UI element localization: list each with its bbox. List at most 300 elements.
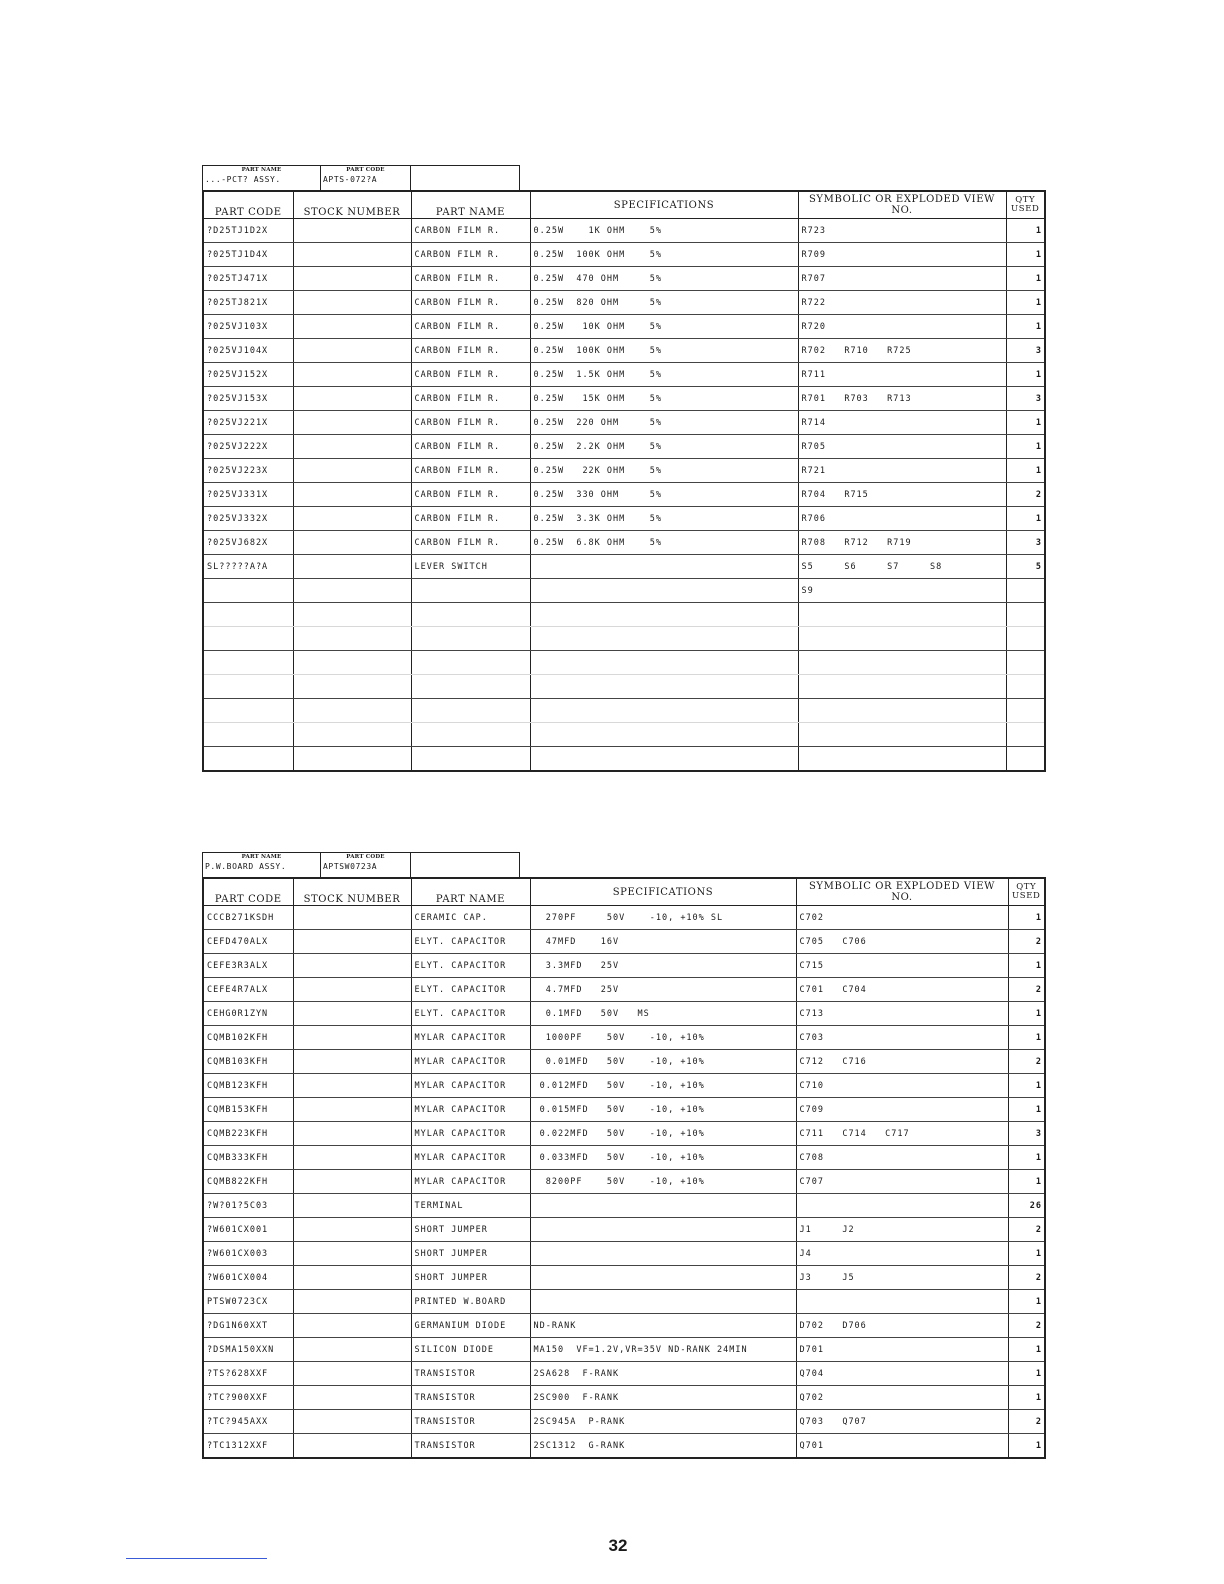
table-row <box>203 651 1045 675</box>
symbol-cell: R723 <box>798 219 1006 243</box>
qty-cell: 2 <box>1008 1050 1045 1074</box>
part-code-cell: ?025VJ222X <box>203 435 293 459</box>
part-name-cell: CARBON FILM R. <box>411 387 530 411</box>
part-code-cell: ?025VJ682X <box>203 531 293 555</box>
header-caption-part-name: PART NAME <box>241 854 282 860</box>
table-row <box>203 1242 1045 1266</box>
parts-body-1 <box>203 219 1045 772</box>
symbol-cell: R709 <box>798 243 1006 267</box>
qty-cell: 1 <box>1006 411 1045 435</box>
stock-number-cell <box>293 1386 411 1410</box>
specification-cell: 270PF 50V -10, +10% SL <box>530 906 796 930</box>
part-name-cell: SHORT JUMPER <box>411 1266 530 1290</box>
stock-number-cell <box>293 243 411 267</box>
part-name-cell: ELYT. CAPACITOR <box>411 1002 530 1026</box>
parts-table <box>202 190 1046 772</box>
part-name-cell: SILICON DIODE <box>411 1338 530 1362</box>
part-name-cell: TRANSISTOR <box>411 1362 530 1386</box>
specification-cell <box>530 1242 796 1266</box>
stock-number-cell <box>293 603 411 627</box>
symbol-cell: R701 R703 R713 <box>798 387 1006 411</box>
symbol-cell <box>798 651 1006 675</box>
stock-number-cell <box>293 1026 411 1050</box>
part-code-cell: ?TS?628XXF <box>203 1362 293 1386</box>
part-code-cell: ?W601CX003 <box>203 1242 293 1266</box>
part-name-cell: CARBON FILM R. <box>411 363 530 387</box>
col-header-qty: QTY USED <box>1006 191 1045 219</box>
stock-number-cell <box>293 723 411 747</box>
part-name-cell: CARBON FILM R. <box>411 315 530 339</box>
table-row <box>203 1026 1045 1050</box>
qty-cell: 1 <box>1006 435 1045 459</box>
part-name-cell: CARBON FILM R. <box>411 507 530 531</box>
qty-cell: 1 <box>1008 1026 1045 1050</box>
symbol-cell: R722 <box>798 291 1006 315</box>
part-code-cell: ?025VJ331X <box>203 483 293 507</box>
stock-number-cell <box>293 1242 411 1266</box>
part-code-cell: CQMB103KFH <box>203 1050 293 1074</box>
stock-number-cell <box>293 363 411 387</box>
qty-cell: 3 <box>1006 339 1045 363</box>
header-caption-part-code: PART CODE <box>346 854 385 860</box>
symbol-cell: C711 C714 C717 <box>796 1122 1008 1146</box>
specification-cell: 8200PF 50V -10, +10% <box>530 1170 796 1194</box>
specification-cell: 4.7MFD 25V <box>530 978 796 1002</box>
part-code-cell: ?DSMA150XXN <box>203 1338 293 1362</box>
stock-number-cell <box>293 219 411 243</box>
part-code-cell: ?025VJ221X <box>203 411 293 435</box>
specification-cell: ND-RANK <box>530 1314 796 1338</box>
part-name-cell: MYLAR CAPACITOR <box>411 1098 530 1122</box>
stock-number-cell <box>293 747 411 772</box>
part-name-cell <box>411 627 530 651</box>
table-row <box>203 1170 1045 1194</box>
part-code-cell: CEFE4R7ALX <box>203 978 293 1002</box>
stock-number-cell <box>293 555 411 579</box>
specification-cell: 0.25W 3.3K OHM 5% <box>530 507 798 531</box>
qty-cell: 3 <box>1006 531 1045 555</box>
specification-cell <box>530 1266 796 1290</box>
symbol-cell <box>798 603 1006 627</box>
qty-cell <box>1006 723 1045 747</box>
symbol-cell: C702 <box>796 906 1008 930</box>
part-name-cell: TERMINAL <box>411 1194 530 1218</box>
table-row <box>203 1410 1045 1434</box>
symbol-cell: R721 <box>798 459 1006 483</box>
part-name-cell <box>411 699 530 723</box>
symbol-cell: C709 <box>796 1098 1008 1122</box>
assy-name: ...-PCT? ASSY. <box>205 175 281 184</box>
stock-number-cell <box>293 315 411 339</box>
col-header-specifications: SPECIFICATIONS <box>530 878 796 906</box>
specification-cell <box>530 1194 796 1218</box>
part-code-cell <box>203 627 293 651</box>
part-code-cell: ?025VJ223X <box>203 459 293 483</box>
specification-cell: 0.25W 470 OHM 5% <box>530 267 798 291</box>
stock-number-cell <box>293 651 411 675</box>
stock-number-cell <box>293 387 411 411</box>
qty-cell: 3 <box>1008 1122 1045 1146</box>
table-row <box>203 1338 1045 1362</box>
qty-cell: 1 <box>1008 1098 1045 1122</box>
part-code-cell <box>203 603 293 627</box>
table-row <box>203 219 1045 243</box>
qty-cell: 3 <box>1006 387 1045 411</box>
qty-cell: 2 <box>1008 1410 1045 1434</box>
specification-cell: 0.1MFD 50V MS <box>530 1002 796 1026</box>
header-caption-part-name: PART NAME <box>241 167 282 173</box>
part-code-cell: ?D25TJ1D2X <box>203 219 293 243</box>
part-code-cell: CQMB333KFH <box>203 1146 293 1170</box>
qty-cell: 2 <box>1008 1218 1045 1242</box>
symbol-cell <box>796 1290 1008 1314</box>
col-header-part-code: PART CODE <box>203 878 293 906</box>
symbol-cell: C708 <box>796 1146 1008 1170</box>
stock-number-cell <box>293 507 411 531</box>
stock-number-cell <box>293 1338 411 1362</box>
header-caption-part-code: PART CODE <box>346 167 385 173</box>
col-header-qty: QTY USED <box>1008 878 1045 906</box>
part-code-cell: ?W601CX004 <box>203 1266 293 1290</box>
part-code-cell <box>203 651 293 675</box>
specification-cell: MA150 VF=1.2V,VR=35V ND-RANK 24MIN <box>530 1338 796 1362</box>
part-code-cell: ?025TJ1D4X <box>203 243 293 267</box>
symbol-cell <box>798 723 1006 747</box>
part-code-cell: CEFD470ALX <box>203 930 293 954</box>
table-row <box>203 411 1045 435</box>
col-header-part-code: PART CODE <box>203 191 293 219</box>
symbol-cell: Q704 <box>796 1362 1008 1386</box>
table-row <box>203 1290 1045 1314</box>
part-code-cell: ?025TJ821X <box>203 291 293 315</box>
part-name-cell: CARBON FILM R. <box>411 267 530 291</box>
table-row <box>203 1362 1045 1386</box>
stock-number-cell <box>293 291 411 315</box>
table-row <box>203 1386 1045 1410</box>
qty-cell: 1 <box>1006 267 1045 291</box>
part-code-cell: CCCB271KSDH <box>203 906 293 930</box>
qty-cell: 2 <box>1008 930 1045 954</box>
parts-body-2 <box>203 906 1045 1459</box>
symbol-cell: J3 J5 <box>796 1266 1008 1290</box>
symbol-cell: C707 <box>796 1170 1008 1194</box>
part-name-cell: TRANSISTOR <box>411 1434 530 1459</box>
qty-cell: 1 <box>1006 459 1045 483</box>
symbol-cell: C712 C716 <box>796 1050 1008 1074</box>
part-code-cell: ?W601CX001 <box>203 1218 293 1242</box>
stock-number-cell <box>293 1362 411 1386</box>
table-row <box>203 747 1045 772</box>
qty-cell: 5 <box>1006 555 1045 579</box>
stock-number-cell <box>293 954 411 978</box>
qty-cell: 1 <box>1008 1002 1045 1026</box>
specification-cell: 0.25W 1.5K OHM 5% <box>530 363 798 387</box>
qty-cell <box>1006 699 1045 723</box>
part-name-cell: CARBON FILM R. <box>411 219 530 243</box>
symbol-cell: C701 C704 <box>796 978 1008 1002</box>
specification-cell <box>530 675 798 699</box>
part-code-cell: CEFE3R3ALX <box>203 954 293 978</box>
stock-number-cell <box>293 1410 411 1434</box>
table-row <box>203 1050 1045 1074</box>
footer-link-line[interactable] <box>126 1558 267 1559</box>
part-code-cell <box>203 723 293 747</box>
symbol-cell: D702 D706 <box>796 1314 1008 1338</box>
symbol-cell: R702 R710 R725 <box>798 339 1006 363</box>
symbol-cell: D701 <box>796 1338 1008 1362</box>
assy-code: APTS-072?A <box>323 175 378 184</box>
qty-cell: 1 <box>1008 1434 1045 1459</box>
stock-number-cell <box>293 906 411 930</box>
part-name-cell <box>411 603 530 627</box>
specification-cell: 0.25W 1K OHM 5% <box>530 219 798 243</box>
specification-cell: 0.25W 2.2K OHM 5% <box>530 435 798 459</box>
specification-cell: 0.022MFD 50V -10, +10% <box>530 1122 796 1146</box>
specification-cell: 0.25W 10K OHM 5% <box>530 315 798 339</box>
qty-cell <box>1006 747 1045 772</box>
table-row <box>203 387 1045 411</box>
table-row <box>203 978 1045 1002</box>
specification-cell: 2SC900 F-RANK <box>530 1386 796 1410</box>
col-header-stock-number: STOCK NUMBER <box>293 878 411 906</box>
specification-cell: 2SC945A P-RANK <box>530 1410 796 1434</box>
part-name-cell <box>411 675 530 699</box>
col-header-part-name: PART NAME <box>411 191 530 219</box>
table-row <box>203 555 1045 579</box>
symbol-cell <box>798 675 1006 699</box>
stock-number-cell <box>293 1194 411 1218</box>
qty-cell: 1 <box>1008 1170 1045 1194</box>
stock-number-cell <box>293 1314 411 1338</box>
qty-cell: 1 <box>1008 954 1045 978</box>
specification-cell: 1000PF 50V -10, +10% <box>530 1026 796 1050</box>
stock-number-cell <box>293 978 411 1002</box>
stock-number-cell <box>293 579 411 603</box>
table-row <box>203 435 1045 459</box>
col-header-part-name: PART NAME <box>411 878 530 906</box>
part-code-cell: ?W?01?5C03 <box>203 1194 293 1218</box>
part-code-cell: ?DG1N60XXT <box>203 1314 293 1338</box>
part-code-cell: CQMB223KFH <box>203 1122 293 1146</box>
part-name-cell: MYLAR CAPACITOR <box>411 1146 530 1170</box>
table-row <box>203 243 1045 267</box>
symbol-cell: J4 <box>796 1242 1008 1266</box>
qty-cell: 1 <box>1008 1290 1045 1314</box>
specification-cell: 0.033MFD 50V -10, +10% <box>530 1146 796 1170</box>
assy-header <box>202 852 520 878</box>
part-name-cell: ELYT. CAPACITOR <box>411 930 530 954</box>
specification-cell <box>530 579 798 603</box>
specification-cell: 0.25W 22K OHM 5% <box>530 459 798 483</box>
qty-cell <box>1006 675 1045 699</box>
part-name-cell <box>411 723 530 747</box>
qty-cell <box>1006 603 1045 627</box>
qty-cell: 1 <box>1008 1074 1045 1098</box>
stock-number-cell <box>293 459 411 483</box>
specification-cell: 0.25W 820 OHM 5% <box>530 291 798 315</box>
assy-header <box>202 165 520 191</box>
col-header-specifications: SPECIFICATIONS <box>530 191 798 219</box>
part-name-cell: CARBON FILM R. <box>411 531 530 555</box>
table-row <box>203 906 1045 930</box>
qty-cell <box>1006 579 1045 603</box>
stock-number-cell <box>293 1074 411 1098</box>
symbol-cell: R705 <box>798 435 1006 459</box>
part-code-cell: ?025VJ152X <box>203 363 293 387</box>
part-name-cell: MYLAR CAPACITOR <box>411 1122 530 1146</box>
specification-cell: 2SA628 F-RANK <box>530 1362 796 1386</box>
col-header-stock-number: STOCK NUMBER <box>293 191 411 219</box>
specification-cell <box>530 603 798 627</box>
table-row <box>203 723 1045 747</box>
symbol-cell: Q701 <box>796 1434 1008 1459</box>
part-name-cell: CARBON FILM R. <box>411 483 530 507</box>
part-code-cell: ?025VJ103X <box>203 315 293 339</box>
qty-cell: 26 <box>1008 1194 1045 1218</box>
part-name-cell <box>411 579 530 603</box>
stock-number-cell <box>293 1266 411 1290</box>
part-code-cell <box>203 747 293 772</box>
part-code-cell: CQMB102KFH <box>203 1026 293 1050</box>
qty-cell: 1 <box>1006 243 1045 267</box>
symbol-cell: S9 <box>798 579 1006 603</box>
table-row <box>203 1194 1045 1218</box>
stock-number-cell <box>293 627 411 651</box>
table-row <box>203 531 1045 555</box>
stock-number-cell <box>293 483 411 507</box>
table-header-row <box>203 878 1045 906</box>
stock-number-cell <box>293 1218 411 1242</box>
part-code-cell <box>203 579 293 603</box>
part-name-cell: GERMANIUM DIODE <box>411 1314 530 1338</box>
part-name-cell: CARBON FILM R. <box>411 339 530 363</box>
symbol-cell: R714 <box>798 411 1006 435</box>
table-row <box>203 483 1045 507</box>
symbol-cell: R720 <box>798 315 1006 339</box>
part-name-cell: CERAMIC CAP. <box>411 906 530 930</box>
qty-cell: 1 <box>1006 219 1045 243</box>
qty-cell: 2 <box>1008 978 1045 1002</box>
specification-cell <box>530 651 798 675</box>
part-name-cell: CARBON FILM R. <box>411 411 530 435</box>
part-name-cell: MYLAR CAPACITOR <box>411 1050 530 1074</box>
qty-cell: 1 <box>1006 507 1045 531</box>
stock-number-cell <box>293 1002 411 1026</box>
part-code-cell: CQMB822KFH <box>203 1170 293 1194</box>
table-row <box>203 1146 1045 1170</box>
specification-cell <box>530 627 798 651</box>
qty-cell: 1 <box>1008 1362 1045 1386</box>
qty-cell: 1 <box>1008 1338 1045 1362</box>
part-code-cell <box>203 699 293 723</box>
qty-cell: 2 <box>1008 1314 1045 1338</box>
table-row <box>203 315 1045 339</box>
stock-number-cell <box>293 1122 411 1146</box>
specification-cell <box>530 723 798 747</box>
qty-cell: 1 <box>1008 1242 1045 1266</box>
stock-number-cell <box>293 1434 411 1459</box>
assy-name: P.W.BOARD ASSY. <box>205 862 287 871</box>
specification-cell <box>530 555 798 579</box>
part-name-cell <box>411 747 530 772</box>
symbol-cell: J1 J2 <box>796 1218 1008 1242</box>
table-row <box>203 579 1045 603</box>
specification-cell: 3.3MFD 25V <box>530 954 796 978</box>
table-header-row <box>203 191 1045 219</box>
symbol-cell: R706 <box>798 507 1006 531</box>
stock-number-cell <box>293 675 411 699</box>
part-code-cell: SL?????A?A <box>203 555 293 579</box>
table-row <box>203 627 1045 651</box>
table-row <box>203 1218 1045 1242</box>
specification-cell: 47MFD 16V <box>530 930 796 954</box>
qty-cell: 1 <box>1008 906 1045 930</box>
table-row <box>203 699 1045 723</box>
symbol-cell: C705 C706 <box>796 930 1008 954</box>
specification-cell <box>530 1290 796 1314</box>
part-name-cell: MYLAR CAPACITOR <box>411 1170 530 1194</box>
part-name-cell: TRANSISTOR <box>411 1410 530 1434</box>
part-code-cell: ?025VJ153X <box>203 387 293 411</box>
symbol-cell <box>796 1194 1008 1218</box>
part-name-cell: SHORT JUMPER <box>411 1218 530 1242</box>
part-code-cell: CQMB153KFH <box>203 1098 293 1122</box>
table-row <box>203 291 1045 315</box>
part-code-cell: ?TC?900XXF <box>203 1386 293 1410</box>
stock-number-cell <box>293 1050 411 1074</box>
part-code-cell: PTSW0723CX <box>203 1290 293 1314</box>
qty-cell: 2 <box>1006 483 1045 507</box>
table-row <box>203 1122 1045 1146</box>
part-name-cell: ELYT. CAPACITOR <box>411 954 530 978</box>
specification-cell: 0.012MFD 50V -10, +10% <box>530 1074 796 1098</box>
part-code-cell: ?TC?945AXX <box>203 1410 293 1434</box>
stock-number-cell <box>293 411 411 435</box>
table-row <box>203 675 1045 699</box>
specification-cell: 0.25W 100K OHM 5% <box>530 243 798 267</box>
stock-number-cell <box>293 1290 411 1314</box>
symbol-cell: R708 R712 R719 <box>798 531 1006 555</box>
page-number: 32 <box>608 1536 628 1555</box>
symbol-cell: Q703 Q707 <box>796 1410 1008 1434</box>
part-code-cell: CQMB123KFH <box>203 1074 293 1098</box>
table-row <box>203 363 1045 387</box>
specification-cell: 0.015MFD 50V -10, +10% <box>530 1098 796 1122</box>
specification-cell <box>530 1218 796 1242</box>
table-row <box>203 1434 1045 1459</box>
specification-cell: 2SC1312 G-RANK <box>530 1434 796 1459</box>
part-name-cell: LEVER SWITCH <box>411 555 530 579</box>
table-row <box>203 1074 1045 1098</box>
table-row <box>203 459 1045 483</box>
specification-cell: 0.25W 330 OHM 5% <box>530 483 798 507</box>
stock-number-cell <box>293 1146 411 1170</box>
table-row <box>203 507 1045 531</box>
stock-number-cell <box>293 267 411 291</box>
symbol-cell: S5 S6 S7 S8 <box>798 555 1006 579</box>
qty-cell: 1 <box>1008 1386 1045 1410</box>
symbol-cell: C713 <box>796 1002 1008 1026</box>
part-name-cell: SHORT JUMPER <box>411 1242 530 1266</box>
qty-cell: 2 <box>1008 1266 1045 1290</box>
specification-cell: 0.25W 100K OHM 5% <box>530 339 798 363</box>
symbol-cell: C715 <box>796 954 1008 978</box>
qty-cell: 1 <box>1006 363 1045 387</box>
part-name-cell <box>411 651 530 675</box>
symbol-cell <box>798 747 1006 772</box>
table-row <box>203 1002 1045 1026</box>
qty-cell <box>1006 627 1045 651</box>
